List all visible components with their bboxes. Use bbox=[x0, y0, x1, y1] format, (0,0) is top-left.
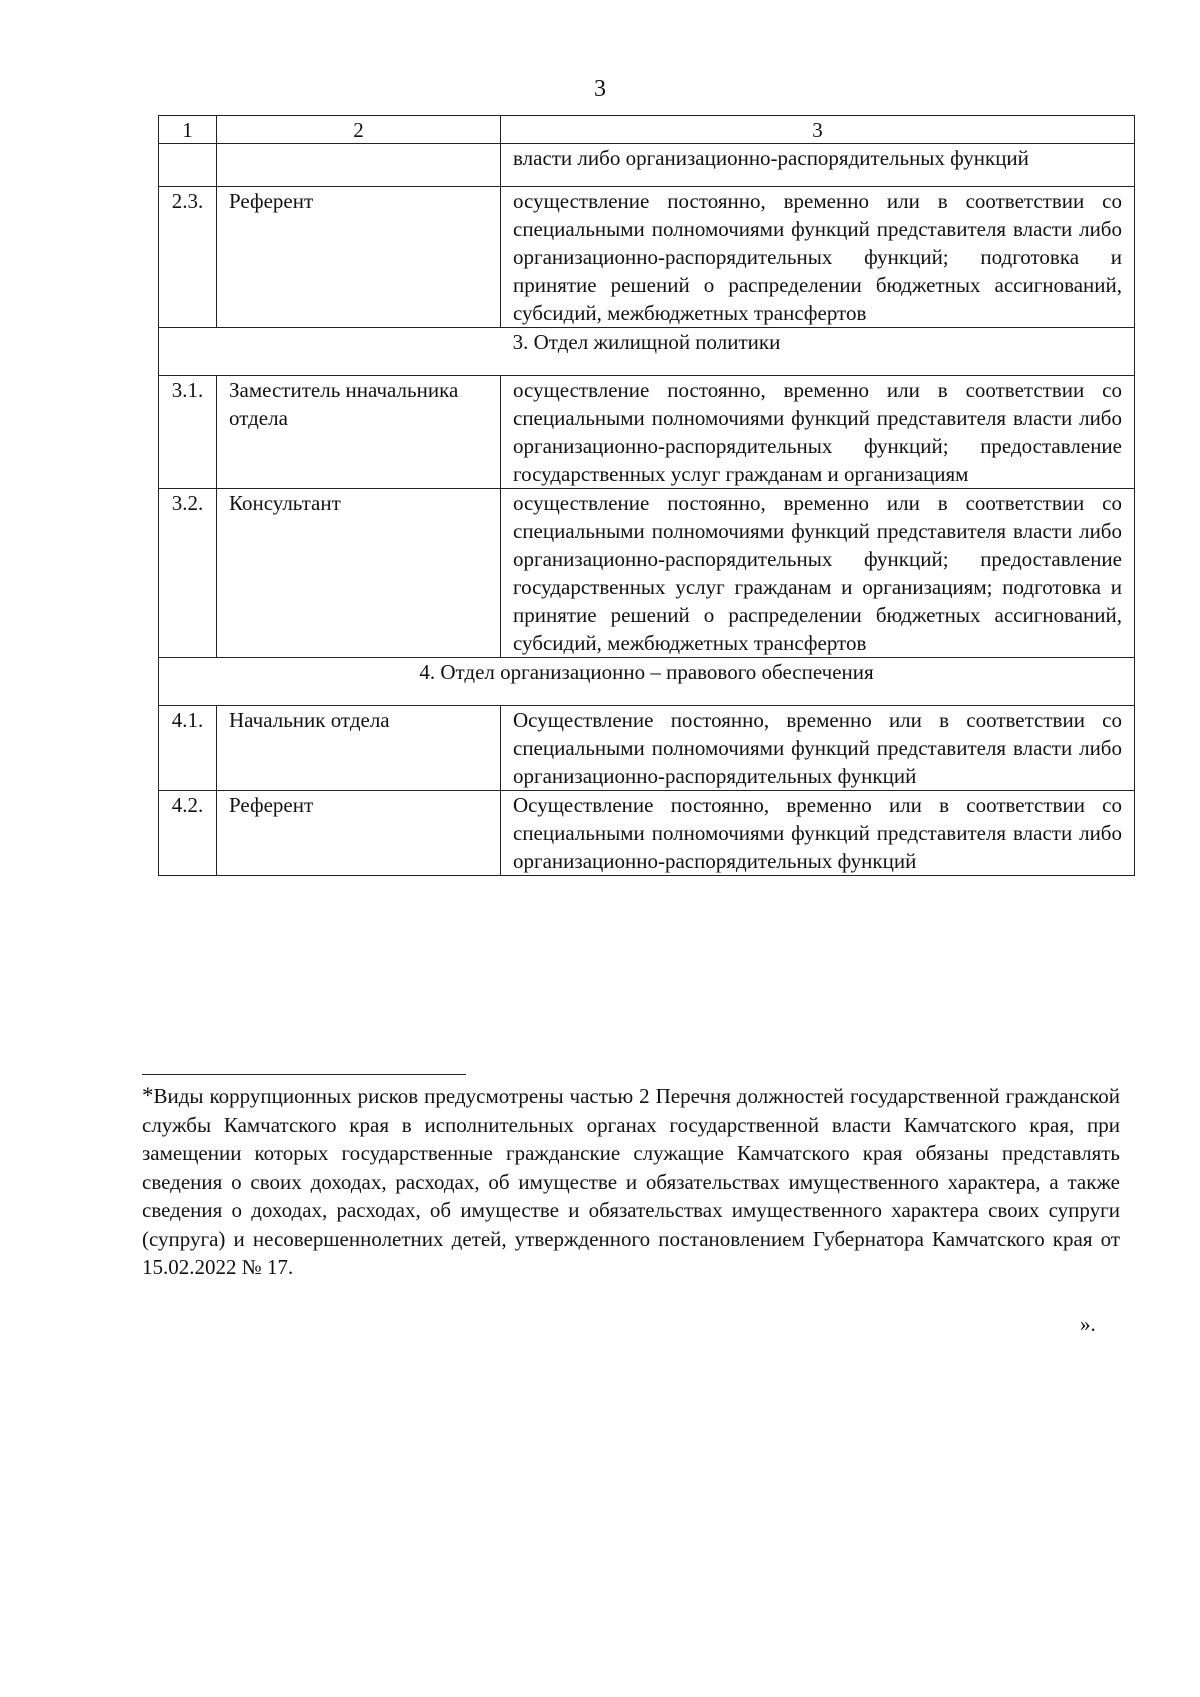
continuation-position-cell bbox=[217, 144, 501, 187]
table-row bbox=[159, 187, 1135, 328]
row-number: 2.3. bbox=[159, 187, 217, 328]
continuation-description: власти либо организационно-распорядительных функций bbox=[501, 144, 1135, 187]
table-row bbox=[159, 791, 1135, 876]
header-col-2: 2 bbox=[217, 116, 501, 144]
footnote-text: Виды коррупционных рисков предусмотрены частью 2 Перечня должностей государственной гражданской службы Камчатского края в исполнительных органах государственной власти Камчатского края, при замещении которых государственные гражданские служащие Камчатского края обязаны представлять сведения о своих доходах, расходах, об имуществе и обязательствах имущественного характера, а также сведения о доходах, расходах, об имуществе и обязательствах имущественного характера своих супруги (супруга) и несовершеннолетних детей, утвержденного постановлением Губернатора Камчатского края от 15.02.2022 № 17. bbox=[142, 1084, 1120, 1279]
position-title: Начальник отдела bbox=[217, 706, 501, 791]
section-title: 3. Отдел жилищной политики bbox=[159, 328, 1135, 376]
position-title: Консультант bbox=[217, 489, 501, 658]
page-number: 3 bbox=[594, 76, 606, 102]
continuation-row bbox=[159, 144, 1135, 187]
row-number: 4.2. bbox=[159, 791, 217, 876]
header-col-1: 1 bbox=[159, 116, 217, 144]
position-title: Референт bbox=[217, 791, 501, 876]
continuation-num-cell bbox=[159, 144, 217, 187]
risk-description: осуществление постоянно, временно или в соответствии со специальными полномочиями функций представителя власти либо организационно-распорядительных функций; предоставление государственных услуг гражданам и организациям bbox=[501, 376, 1135, 489]
risk-description: Осуществление постоянно, временно или в соответствии со специальными полномочиями функций представителя власти либо организационно-распорядительных функций bbox=[501, 706, 1135, 791]
position-title: Референт bbox=[217, 187, 501, 328]
table-row bbox=[159, 706, 1135, 791]
footnote bbox=[142, 1082, 1120, 1282]
footnote-marker: * bbox=[142, 1083, 154, 1108]
row-number: 4.1. bbox=[159, 706, 217, 791]
table-header-row bbox=[159, 116, 1135, 144]
section-header-row bbox=[159, 328, 1135, 376]
footnote-separator bbox=[142, 1074, 466, 1075]
table-row bbox=[159, 489, 1135, 658]
risk-description: Осуществление постоянно, временно или в соответствии со специальными полномочиями функций представителя власти либо организационно-распорядительных функций bbox=[501, 791, 1135, 876]
risk-description: осуществление постоянно, временно или в соответствии со специальными полномочиями функций представителя власти либо организационно-распорядительных функций; предоставление государственных услуг гражданам и организациям; подготовка и принятие решений о распределении бюджетных ассигнований, субсидий, межбюджетных трансфертов bbox=[501, 489, 1135, 658]
section-title: 4. Отдел организационно – правового обеспечения bbox=[159, 658, 1135, 706]
table-row bbox=[159, 376, 1135, 489]
row-number: 3.2. bbox=[159, 489, 217, 658]
risk-table bbox=[158, 115, 1135, 876]
risk-description: осуществление постоянно, временно или в соответствии со специальными полномочиями функций представителя власти либо организационно-распорядительных функций; подготовка и принятие решений о распределении бюджетных ассигнований, субсидий, межбюджетных трансфертов bbox=[501, 187, 1135, 328]
header-col-3: 3 bbox=[501, 116, 1135, 144]
position-title: Заместитель нначальника отдела bbox=[217, 376, 501, 489]
section-header-row bbox=[159, 658, 1135, 706]
row-number: 3.1. bbox=[159, 376, 217, 489]
closing-quote: ». bbox=[1080, 1312, 1096, 1336]
